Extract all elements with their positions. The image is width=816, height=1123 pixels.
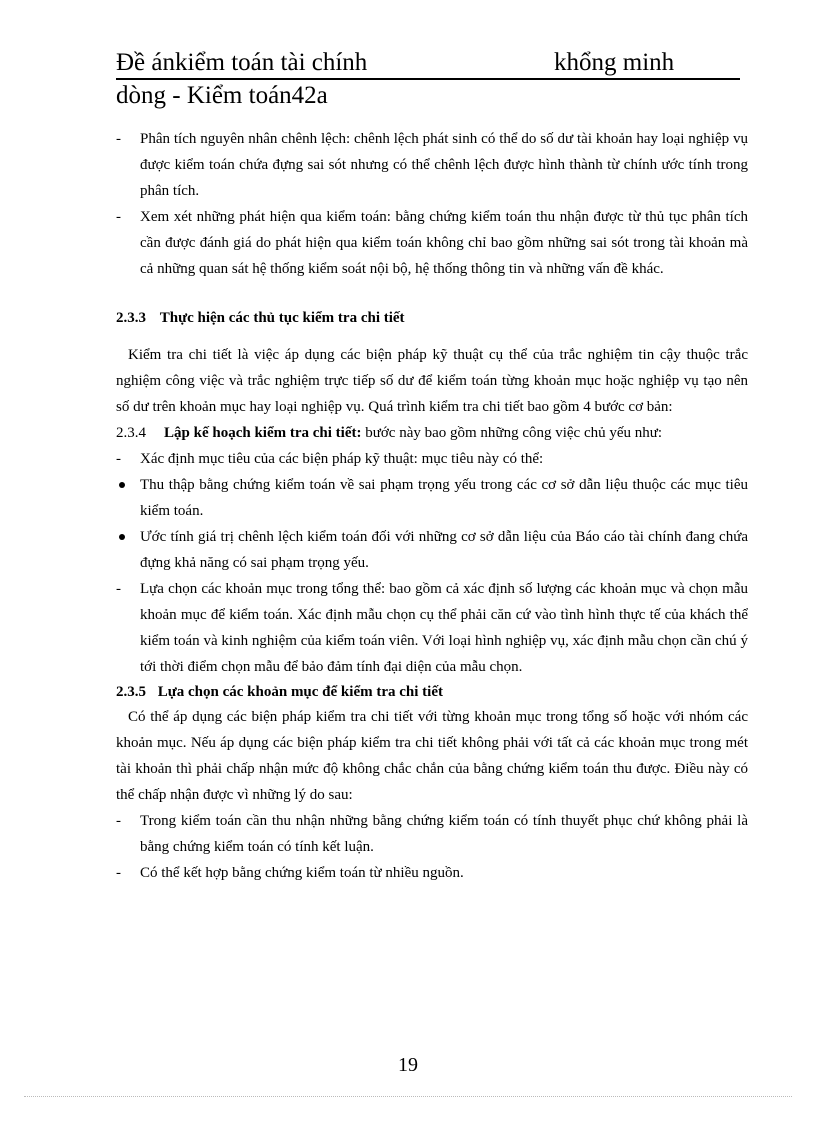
dash-marker: - <box>116 131 121 147</box>
dash-marker: - <box>116 813 121 829</box>
list-item <box>116 576 748 680</box>
paragraph: Kiểm tra chi tiết là việc áp dụng các biện pháp kỹ thuật cụ thể của trắc nghiệm tin cậy thuộc trắc nghiệm công việc và trắc nghiệm trực tiếp số dư để kiểm toán từng khoản mục hoặc nghiệp vụ tạo nên số dư trên khoản mục hay loại nghiệp vụ. Quá trình kiểm tra chi tiết bao gồm 4 bước cơ bản: <box>116 347 748 415</box>
list-item <box>116 524 748 576</box>
dash-marker: - <box>116 451 121 467</box>
page-header <box>116 48 740 112</box>
list-item-text: Có thể kết hợp bằng chứng kiểm toán từ nhiều nguồn. <box>140 865 464 881</box>
list-item <box>116 446 748 472</box>
list-item <box>116 472 748 524</box>
header-title-right: khổng minh <box>554 49 675 76</box>
list-item-text: Phân tích nguyên nhân chênh lệch: chênh lệch phát sinh có thể do số dư tài khoản hay loại nghiệp vụ được kiểm toán chứa đựng sai sót nhưng có thể chênh lệch được hình thành từ chính ước tính trong phân tích. <box>140 131 748 199</box>
section-heading-2-3-3 <box>116 306 748 330</box>
list-item-text: Xem xét những phát hiện qua kiểm toán: bằng chứng kiểm toán thu nhận được từ thủ tục phân tích cần được đánh giá do phát hiện qua kiểm toán không chỉ bao gồm những sai sót trong tài khoản mà cả những quan sát hệ thống kiểm soát nội bộ, hệ thống thông tin và những vấn đề khác. <box>140 209 748 277</box>
header-subtitle: dòng - Kiểm toán42a <box>116 82 328 109</box>
header-title-left: Đề ánkiểm toán tài chính <box>116 49 368 76</box>
page-bottom-divider <box>24 1096 792 1097</box>
section-number: 2.3.5 <box>116 684 146 700</box>
list-item <box>116 860 748 886</box>
list-item-text: Lựa chọn các khoản mục trong tổng thể: bao gồm cả xác định số lượng các khoản mục và chọn mẫu khoản mục để kiểm toán. Xác định mẫu chọn cụ thể phải căn cứ vào tình hình thực tế của khách thể kiểm toán và kinh nghiệm của kiểm toán viên. Với loại hình nghiệp vụ, xác định mẫu chọn cần chú ý tới thời điểm chọn mẫu để bảo đảm tính đại diện của mẫu chọn. <box>140 581 748 675</box>
paragraph: Có thể áp dụng các biện pháp kiểm tra chi tiết với từng khoản mục trong tổng số hoặc với nhóm các khoản mục. Nếu áp dụng các biện pháp kiểm tra chi tiết không phải với tất cả các khoản mục trong mét tài khoản thì phải chấp nhận mức độ không chắc chắn của bằng chứng kiểm toán thu được. Điều này có thể chấp nhận được vì những lý do sau: <box>116 709 748 803</box>
list-item-text: Xác định mục tiêu của các biện pháp kỹ thuật: mục tiêu này có thể: <box>140 451 544 467</box>
list-item <box>116 204 748 282</box>
section-intro-text: bước này bao gồm những công việc chủ yếu như: <box>361 425 663 441</box>
list-item-text: Trong kiểm toán cần thu nhận những bằng chứng kiểm toán có tính thuyết phục chứ không phải là bằng chứng kiểm toán có tính kết luận. <box>140 813 748 855</box>
bullet-icon <box>119 482 125 488</box>
section-number: 2.3.3 <box>116 310 146 326</box>
section-title: Lựa chọn các khoản mục để kiểm tra chi tiết <box>157 684 443 700</box>
section-heading-2-3-5 <box>116 680 748 704</box>
section-number: 2.3.4 <box>116 425 146 441</box>
dash-marker: - <box>116 865 121 881</box>
section-title: Lập kế hoạch kiểm tra chi tiết: <box>164 425 362 441</box>
dash-marker: - <box>116 581 121 597</box>
list-item <box>116 126 748 204</box>
header-title-row <box>116 48 740 80</box>
bullet-icon <box>119 534 125 540</box>
section-title: Thực hiện các thủ tục kiểm tra chi tiết <box>159 310 405 326</box>
list-item-text: Ước tính giá trị chênh lệch kiểm toán đối với những cơ sở dẫn liệu của Báo cáo tài chính đang chứa đựng khả năng có sai phạm trọng yếu. <box>140 529 748 571</box>
page-content <box>116 126 748 886</box>
list-item <box>116 808 748 860</box>
section-heading-2-3-4 <box>116 420 748 446</box>
dash-marker: - <box>116 209 121 225</box>
page-number: 19 <box>398 1054 418 1076</box>
list-item-text: Thu thập bằng chứng kiểm toán về sai phạm trọng yếu trong các cơ sở dẫn liệu thuộc các mục tiêu kiểm toán. <box>140 477 748 519</box>
